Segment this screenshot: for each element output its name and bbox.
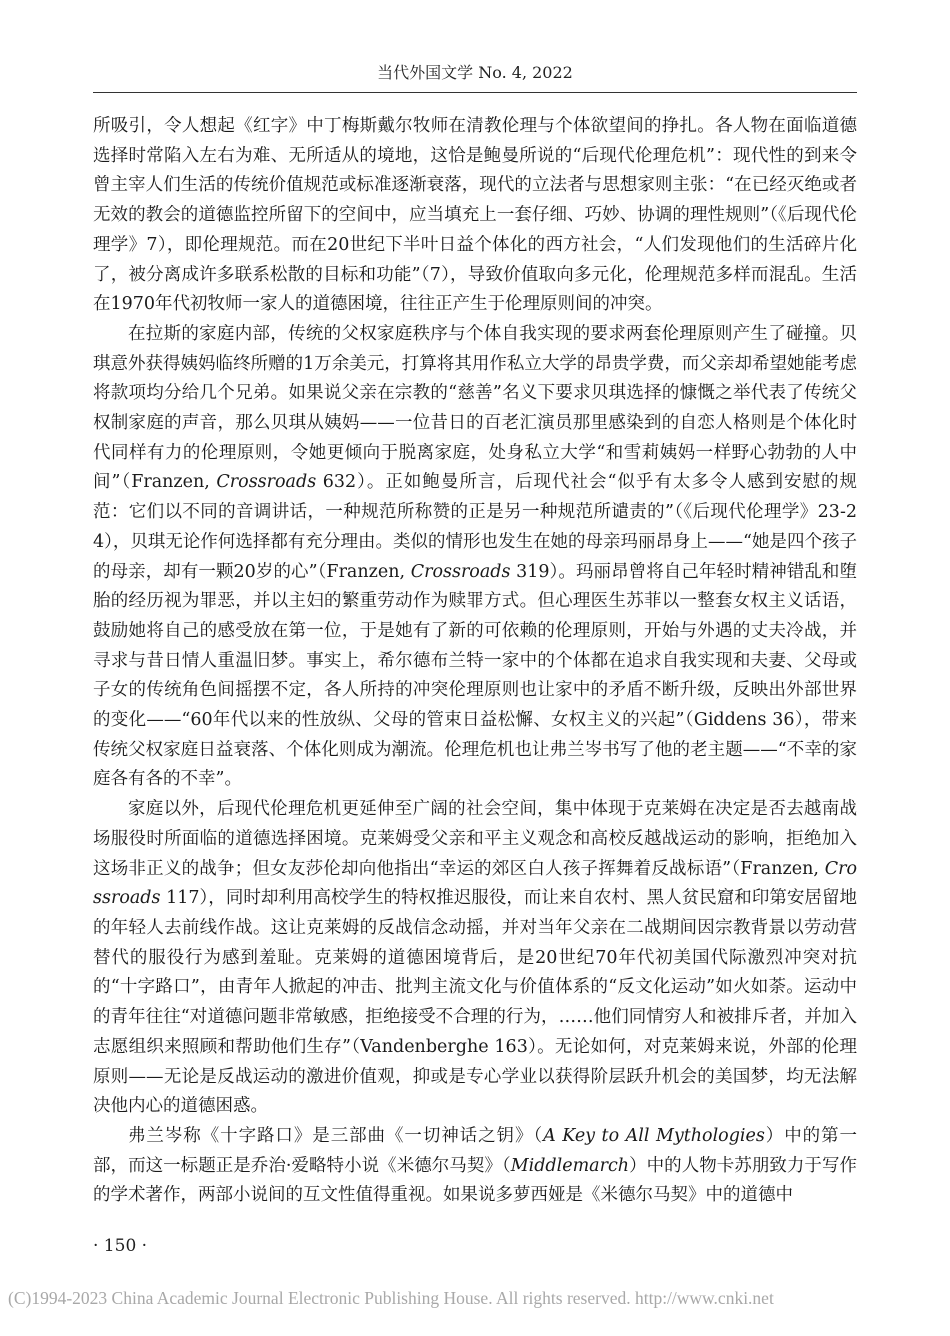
italic-citation-text: Crossroads (410, 561, 511, 582)
paragraph-text: 在拉斯的家庭内部，传统的父权家庭秩序与个体自我实现的要求两套伦理原则产生了碰撞。贝琪意外获得姨妈临终所赠的1万余美元，打算将其用作私立大学的昂贵学费，而父亲却希望她能考虑将款项均分给几个兄弟。如果说父亲在宗教的“慈善”名义下要求贝琪选择的慷慨之举代表了传统父权制家庭的声音，那么贝琪从姨妈——一位昔日的百老汇演员那里感染到的自恋人格则是个体化时代同样有力的伦理原则，令她更倾向于脱离家庭，处身私立大学“和雪莉姨妈一样野心勃勃的人中间”（Franzen, (93, 323, 857, 493)
paragraph (93, 795, 857, 1122)
journal-header: 当代外国文学 No. 4, 2022 (377, 63, 573, 82)
page-number: · 150 · (93, 1236, 148, 1256)
copyright-footer: (C)1994-2023 China Academic Journal Electronic Publishing House. All rights reserved. http://www.cnki.net (8, 1288, 774, 1308)
paragraph-text: 所吸引，令人想起《红字》中丁梅斯戴尔牧师在清教伦理与个体欲望间的挣扎。各人物在面临道德选择时常陷入左右为难、无所适从的境地，这恰是鲍曼所说的“后现代伦理危机”：现代性的到来令曾主宰人们生活的传统价值规范或标准逐渐衰落，现代的立法者与思想家则主张：“在已经灭绝或者无效的教会的道德监控所留下的空间中，应当填充上一套仔细、巧妙、协调的理性规则”（《后现代伦理学》7），即伦理规范。而在20世纪下半叶日益个体化的西方社会，“人们发现他们的生活碎片化了，被分离成许多联系松散的目标和功能”（7），导致价值取向多元化，伦理规范多样而混乱。生活在1970年代初牧师一家人的道德困境，往往正产生于伦理原则间的冲突。 (93, 116, 857, 315)
paragraph-text: 632）。正如鲍曼所言，后现代社会“似乎有太多令人感到安慰的规范：它们以不同的音调讲话，一种规范所称赞的正是另一种规范所谴责的”（《后现代伦理学》23-24），贝琪无论作何选择都有充分理由。类似的情形也发生在她的母亲玛丽昂身上——“她是四个孩子的母亲，却有一颗20岁的心”（Franzen, (93, 472, 857, 582)
paragraph-text: ）中的第一部，而这一标题正是乔治·爱略特小说《米德尔马契》（ (93, 1125, 857, 1176)
article-body (93, 112, 857, 1211)
italic-citation-text: A Key to All Mythologies (543, 1125, 765, 1146)
italic-citation-text: Crossroads (216, 472, 317, 493)
paragraph (93, 112, 857, 320)
paragraph-text: 319）。玛丽昂曾将自己年轻时精神错乱和堕胎的经历视为罪恶，并以主妇的繁重劳动作为赎罪方式。但心理医生苏菲以一整套女权主义话语，鼓励她将自己的感受放在第一位，于是她有了新的可依赖的伦理原则，开始与外遇的丈夫冷战，并寻求与昔日情人重温旧梦。事实上，希尔德布兰特一家中的个体都在追求自我实现和夫妻、父母或子女的传统角色间摇摆不定，各人所持的冲突伦理原则也让家中的矛盾不断升级，反映出外部世界的变化——“60年代以来的性放纵、父母的管束日益松懈、女权主义的兴起”（Giddens 36），带来传统父权家庭日益衰落、个体化则成为潮流。伦理危机也让弗兰岑书写了他的老主题——“不幸的家庭各有各的不幸”。 (93, 561, 857, 790)
header-rule (93, 92, 857, 93)
italic-citation-text: Middlemarch (510, 1155, 630, 1176)
paragraph (93, 320, 857, 795)
paragraph-text: 家庭以外，后现代伦理危机更延伸至广阔的社会空间，集中体现于克莱姆在决定是否去越南战场服役时所面临的道德选择困境。克莱姆受父亲和平主义观念和高校反越战运动的影响，拒绝加入这场非正义的战争；但女友莎伦却向他指出“幸运的郊区白人孩子挥舞着反战标语”（Franzen, (93, 799, 857, 879)
paragraph (93, 1122, 857, 1211)
paragraph-text: 117），同时却利用高校学生的特权推迟服役，而让来自农村、黑人贫民窟和印第安居留地的年轻人去前线作战。这让克莱姆的反战信念动摇，并对当年父亲在二战期间因宗教背景以劳动营替代的服役行为感到羞耻。克莱姆的道德困境背后，是20世纪70年代初美国代际激烈冲突对抗的“十字路口”，由青年人掀起的冲击、批判主流文化与价值体系的“反文化运动”如火如荼。运动中的青年往往“对道德问题非常敏感，拒绝接受不合理的行为，……他们同情穷人和被排斥者，并加入志愿组织来照顾和帮助他们生存”（Vandenberghe 163）。无论如何，对克莱姆来说，外部的伦理原则——无论是反战运动的激进价值观，抑或是专心学业以获得阶层跃升机会的美国梦，均无法解决他内心的道德困惑。 (93, 888, 857, 1117)
italic-citation-text: Crossroads (93, 858, 857, 909)
paragraph-text: 弗兰岑称《十字路口》是三部曲《一切神话之钥》（ (128, 1125, 544, 1146)
paragraph-text: ）中的人物卡苏朋致力于写作的学术著作，两部小说间的互文性值得重视。如果说多萝西娅是《米德尔马契》中的道德中 (93, 1155, 858, 1206)
